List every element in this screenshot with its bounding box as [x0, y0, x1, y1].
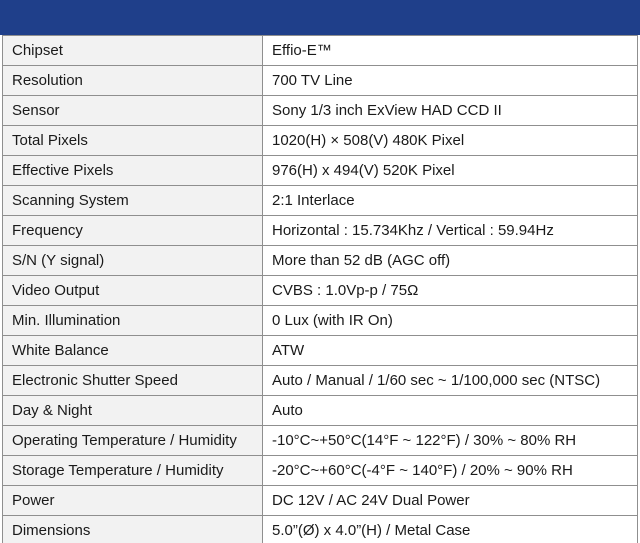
spec-row — [3, 36, 638, 66]
spec-value: -20°C~+60°C(-4°F ~ 140°F) / 20% ~ 90% RH — [263, 456, 638, 486]
spec-row — [3, 156, 638, 186]
spec-row — [3, 276, 638, 306]
spec-label: Total Pixels — [3, 126, 263, 156]
spec-row — [3, 216, 638, 246]
spec-label: Min. Illumination — [3, 306, 263, 336]
spec-table-body — [3, 36, 638, 543]
spec-value: 700 TV Line — [263, 66, 638, 96]
spec-value: More than 52 dB (AGC off) — [263, 246, 638, 276]
spec-value: 1020(H) × 508(V) 480K Pixel — [263, 126, 638, 156]
spec-row — [3, 186, 638, 216]
spec-value: Auto / Manual / 1/60 sec ~ 1/100,000 sec (NTSC) — [263, 366, 638, 396]
spec-value: 5.0”(Ø) x 4.0”(H) / Metal Case — [263, 516, 638, 543]
spec-row — [3, 306, 638, 336]
spec-row — [3, 96, 638, 126]
spec-label: Scanning System — [3, 186, 263, 216]
spec-label: Electronic Shutter Speed — [3, 366, 263, 396]
spec-label: Storage Temperature / Humidity — [3, 456, 263, 486]
spec-label: Dimensions — [3, 516, 263, 543]
spec-label: White Balance — [3, 336, 263, 366]
spec-value: DC 12V / AC 24V Dual Power — [263, 486, 638, 516]
spec-value: Auto — [263, 396, 638, 426]
spec-value: 2:1 Interlace — [263, 186, 638, 216]
spec-row — [3, 426, 638, 456]
spec-table — [2, 35, 638, 543]
spec-label: Operating Temperature / Humidity — [3, 426, 263, 456]
spec-row — [3, 336, 638, 366]
spec-label: Chipset — [3, 36, 263, 66]
spec-label: Effective Pixels — [3, 156, 263, 186]
spec-value: -10°C~+50°C(14°F ~ 122°F) / 30% ~ 80% RH — [263, 426, 638, 456]
spec-row — [3, 486, 638, 516]
spec-row — [3, 516, 638, 543]
spec-label: Resolution — [3, 66, 263, 96]
spec-label: Video Output — [3, 276, 263, 306]
spec-row — [3, 246, 638, 276]
spec-label: Frequency — [3, 216, 263, 246]
spec-row — [3, 456, 638, 486]
spec-label: S/N (Y signal) — [3, 246, 263, 276]
spec-row — [3, 126, 638, 156]
spec-row — [3, 66, 638, 96]
spec-value: 0 Lux (with IR On) — [263, 306, 638, 336]
spec-label: Power — [3, 486, 263, 516]
spec-value: ATW — [263, 336, 638, 366]
spec-value: Effio-E™ — [263, 36, 638, 66]
spec-value: 976(H) x 494(V) 520K Pixel — [263, 156, 638, 186]
spec-row — [3, 396, 638, 426]
spec-label: Sensor — [3, 96, 263, 126]
spec-value: Horizontal : 15.734Khz / Vertical : 59.94Hz — [263, 216, 638, 246]
spec-value: Sony 1/3 inch ExView HAD CCD II — [263, 96, 638, 126]
spec-label: Day & Night — [3, 396, 263, 426]
spec-row — [3, 366, 638, 396]
spec-value: CVBS : 1.0Vp-p / 75Ω — [263, 276, 638, 306]
header-bar — [0, 0, 640, 35]
